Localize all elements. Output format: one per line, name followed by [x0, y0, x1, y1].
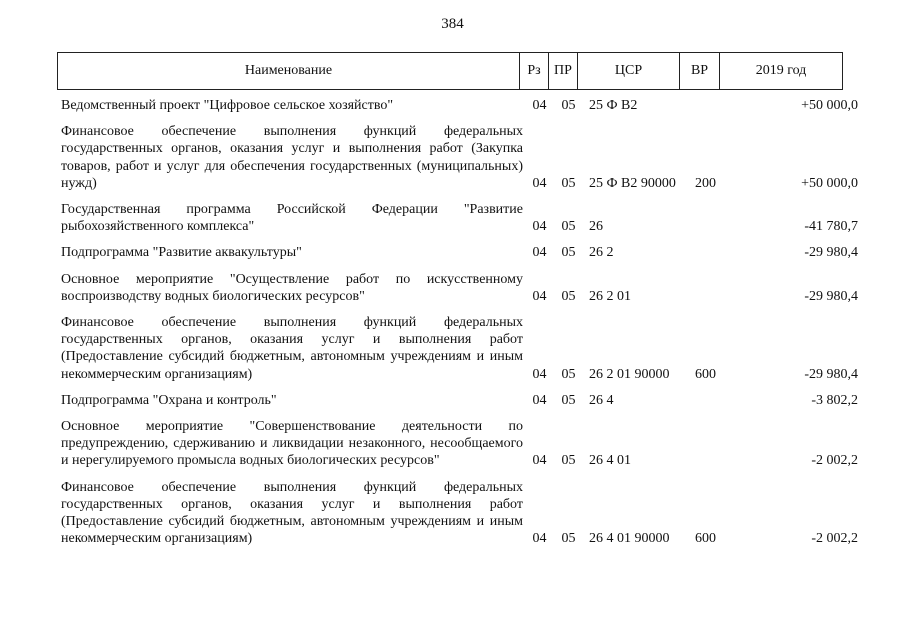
row-name-text: Государственная программа Российской Федерации "Развитие рыбохозяйственного комплекса" [61, 202, 523, 235]
row-name-text: Основное мероприятие "Совершенствование деятельности по предупреждению, сдерживанию и ликвидации незаконного, несообщаемого и нерегулируемого промысла водных биологических ресурсов" [61, 419, 523, 469]
row-vr: 600 [695, 531, 716, 547]
row-name [57, 308, 525, 386]
row-rz: 04 [532, 366, 547, 382]
row-amount: -3 802,2 [811, 392, 858, 408]
row-vr [691, 412, 735, 473]
budget-table [57, 91, 858, 550]
row-csr: 26 4 01 [589, 453, 631, 469]
row-vr: 200 [695, 175, 716, 191]
row-rz: 04 [532, 98, 547, 113]
table-row [57, 308, 858, 386]
row-name [57, 195, 525, 238]
row-name [57, 412, 525, 473]
row-rz: 04 [532, 219, 547, 235]
row-name [57, 238, 525, 264]
header-vr: ВР [680, 53, 720, 90]
row-rz: 04 [532, 245, 547, 261]
header-csr: ЦСР [578, 53, 680, 90]
row-vr [691, 265, 735, 308]
row-amount: +50 000,0 [801, 98, 858, 113]
row-rz: 04 [532, 453, 547, 469]
row-csr: 26 4 01 90000 [589, 531, 670, 547]
row-pr: 05 [561, 453, 576, 469]
row-pr: 05 [561, 392, 576, 408]
row-rz: 04 [532, 288, 547, 304]
row-name [57, 91, 525, 117]
header-rz: Рз [520, 53, 549, 90]
table-row [57, 412, 858, 473]
table-row [57, 91, 858, 117]
row-name [57, 265, 525, 308]
table-row [57, 386, 858, 412]
row-name-text: Подпрограмма "Охрана и контроль" [61, 392, 277, 408]
row-name-text: Ведомственный проект "Цифровое сельское хозяйство" [61, 98, 394, 113]
row-csr: 25 Ф В2 [589, 98, 638, 113]
row-name [57, 386, 525, 412]
table-body [57, 91, 858, 550]
header-year: 2019 год [720, 53, 843, 90]
row-pr: 05 [561, 288, 576, 304]
table-row [57, 265, 858, 308]
row-csr: 26 [589, 219, 603, 235]
row-pr: 05 [561, 531, 576, 547]
row-amount: -2 002,2 [811, 531, 858, 547]
row-csr: 26 4 [589, 392, 614, 408]
table-row [57, 195, 858, 238]
row-csr: 26 2 01 [589, 288, 631, 304]
row-amount: -2 002,2 [811, 453, 858, 469]
row-name [57, 117, 525, 195]
row-amount: -29 980,4 [804, 288, 858, 304]
row-pr: 05 [561, 98, 576, 113]
row-name-text: Основное мероприятие "Осуществление работ по искусственному воспроизводству водных биологических ресурсов" [61, 271, 523, 304]
row-amount: -41 780,7 [804, 219, 858, 235]
row-amount: -29 980,4 [804, 366, 858, 382]
table-row [57, 117, 858, 195]
row-vr [691, 238, 735, 264]
row-vr [691, 91, 735, 117]
header-pr: ПР [549, 53, 578, 90]
row-amount: +50 000,0 [801, 175, 858, 191]
row-vr: 600 [695, 366, 716, 382]
row-pr: 05 [561, 245, 576, 261]
page-number: 384 [441, 16, 464, 32]
row-name-text: Финансовое обеспечение выполнения функций федеральных государственных органов, оказания услуг и выполнения работ (Предоставление субсидий бюджетным, автономным учреждениям и иным некоммерческим организациям) [61, 479, 523, 547]
row-pr: 05 [561, 366, 576, 382]
row-csr: 26 2 01 90000 [589, 366, 670, 382]
row-csr: 25 Ф В2 90000 [589, 175, 676, 191]
row-name-text: Финансовое обеспечение выполнения функций федеральных государственных органов, оказания услуг и выполнения работ (Закупка товаров, работ и услуг для обеспечения государственных (муниципальных) нужд) [61, 124, 523, 191]
row-rz: 04 [532, 531, 547, 547]
table-header [57, 52, 843, 90]
row-name-text: Финансовое обеспечение выполнения функций федеральных государственных органов, оказания услуг и выполнения работ (Предоставление субсидий бюджетным, автономным учреждениям и иным некоммерческим организациям) [61, 315, 523, 382]
row-amount: -29 980,4 [804, 245, 858, 261]
header-name: Наименование [58, 53, 520, 90]
row-name-text: Подпрограмма "Развитие аквакультуры" [61, 245, 302, 261]
row-rz: 04 [532, 175, 547, 191]
row-vr [691, 195, 735, 238]
table-row [57, 473, 858, 551]
row-pr: 05 [561, 219, 576, 235]
row-vr [691, 386, 735, 412]
row-pr: 05 [561, 175, 576, 191]
row-rz: 04 [532, 392, 547, 408]
table-row [57, 238, 858, 264]
row-csr: 26 2 [589, 245, 614, 261]
row-name [57, 473, 525, 551]
